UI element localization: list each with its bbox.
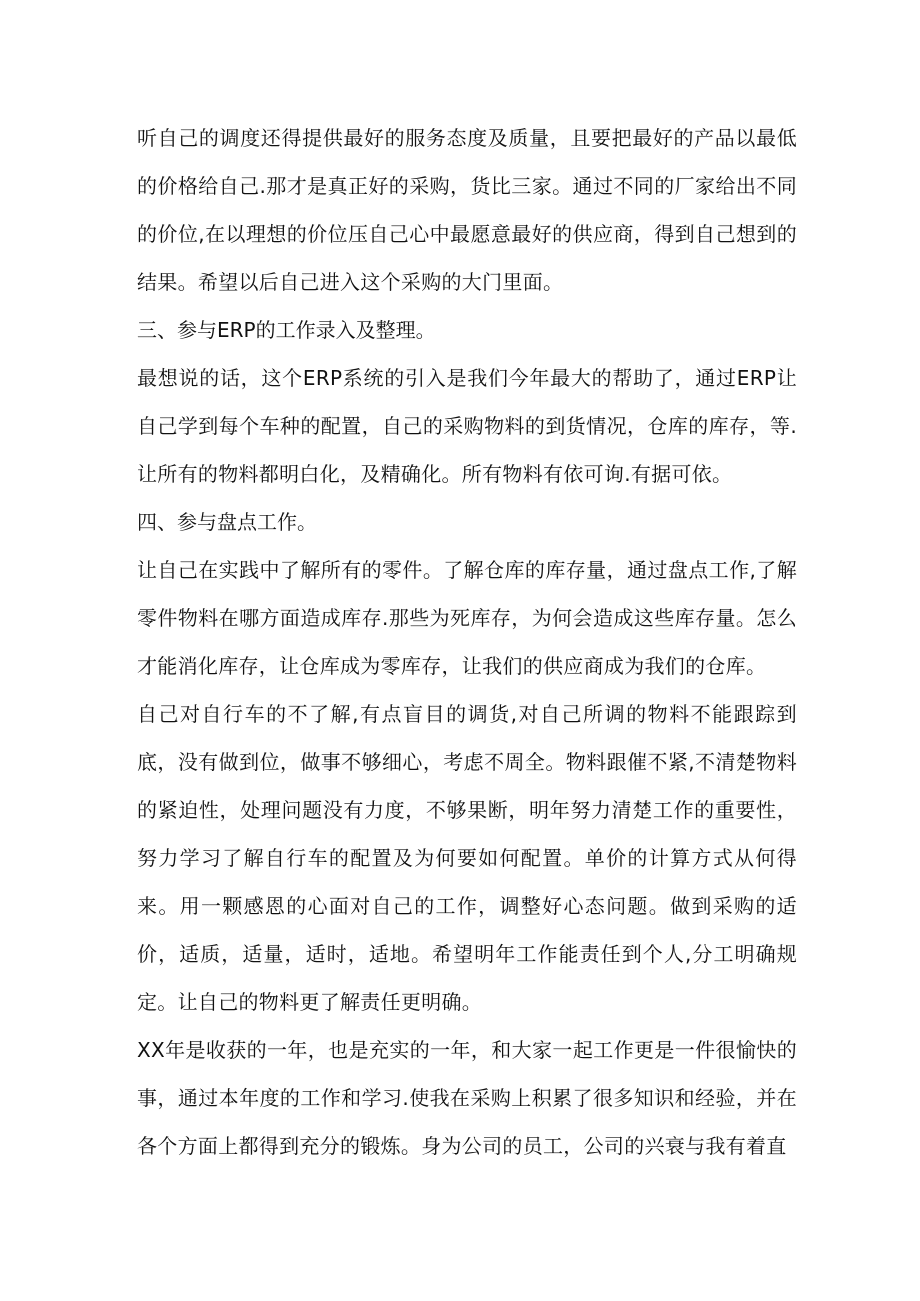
- section-heading-erp: 三、参与ERP的工作录入及整理。: [137, 318, 436, 342]
- paragraph-self-assessment: 自己对自行车的不了解,有点盲目的调货,对自己所调的物料不能跟踪到底，没有做到位，做事不够细心，考虑不周全。物料跟催不紧,不清楚物料的紧迫性，处理问题没有力度，不够果断，明年努力清楚工作的重要性，努力学习了解自行车的配置及为何要如何配置。单价的计算方式从何得来。用一颗感恩的心面对自己的工作，调整好心态问题。做到采购的适价，适质，适量，适时，适地。希望明年工作能责任到个人,分工明确规定。让自己的物料更了解责任更明确。: [137, 702, 797, 1014]
- paragraph-year-summary: XX年是收获的一年，也是充实的一年，和大家一起工作更是一件很愉快的事，通过本年度的工作和学习.使我在采购上积累了很多知识和经验，并在各个方面上都得到充分的锻炼。身为公司的员工，公司的兴衰与我有着直: [137, 1038, 797, 1158]
- document-body: [137, 114, 797, 1170]
- paragraph-inventory-work: 让自己在实践中了解所有的零件。了解仓库的库存量，通过盘点工作,了解零件物料在哪方面造成库存.那些为死库存，为何会造成这些库存量。怎么才能消化库存，让仓库成为零库存，让我们的供应商成为我们的仓库。: [137, 558, 797, 678]
- paragraph-procurement-principles: 听自己的调度还得提供最好的服务态度及质量，且要把最好的产品以最低的价格给自己.那才是真正好的采购，货比三家。通过不同的厂家给出不同的价位,在以理想的价位压自己心中最愿意最好的供应商，得到自己想到的结果。希望以后自己进入这个采购的大门里面。: [137, 126, 797, 294]
- section-heading-inventory: 四、参与盘点工作。: [137, 510, 317, 534]
- paragraph-erp-benefits: 最想说的话，这个ERP系统的引入是我们今年最大的帮助了，通过ERP让自己学到每个车种的配置，自己的采购物料的到货情况，仓库的库存，等.让所有的物料都明白化，及精确化。所有物料有依可询.有据可依。: [137, 366, 797, 486]
